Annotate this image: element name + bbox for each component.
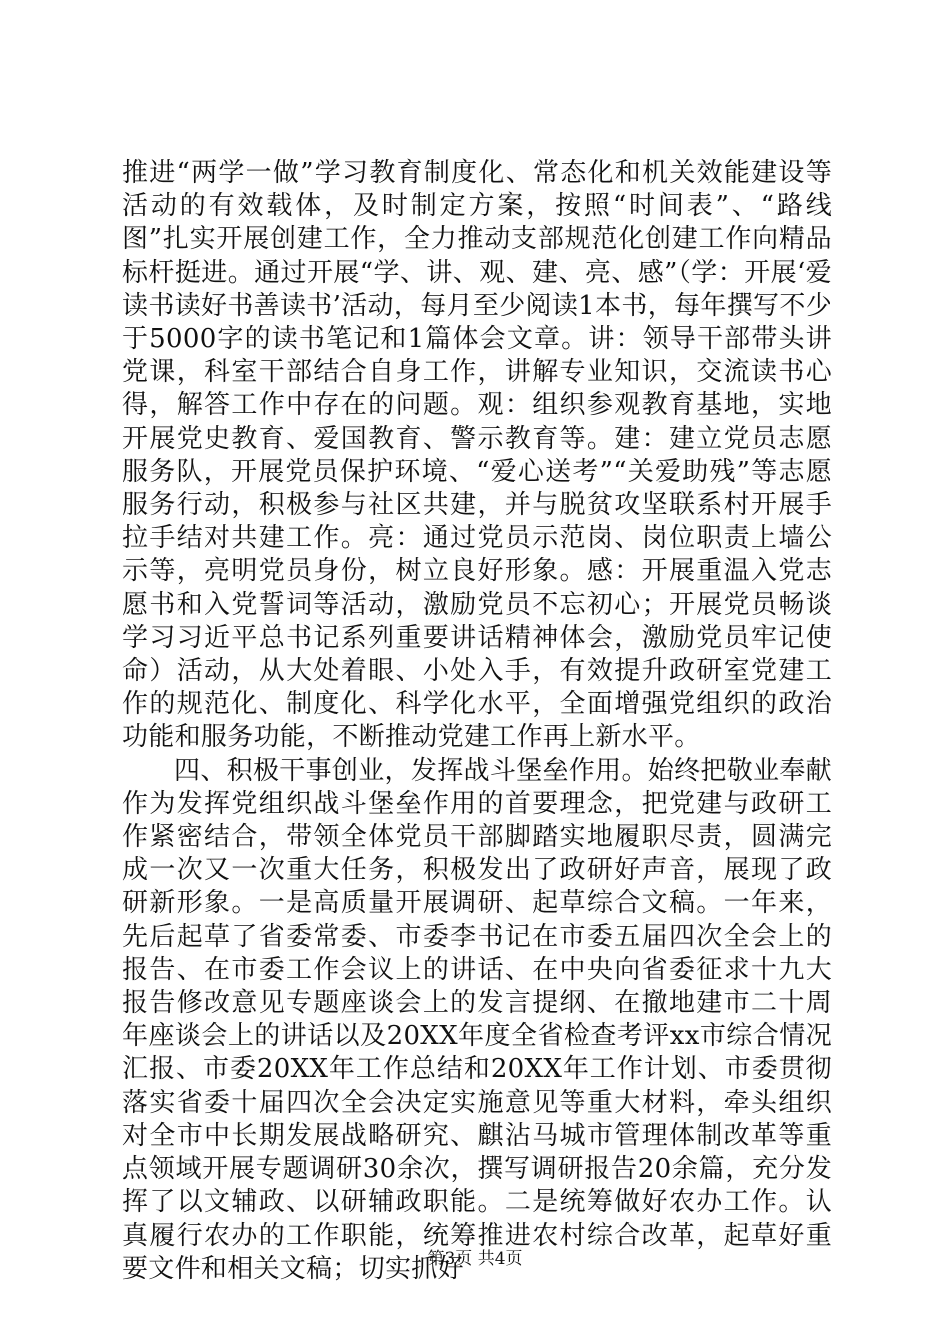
body-paragraph-1: 推进“两学一做”学习教育制度化、常态化和机关效能建设等活动的有效载体，及时制定方案，按照“时间表”、“路线图”扎实开展创建工作，全力推动支部规范化创建工作向精品标杆挺进。通过开展“学、讲、观、建、亮、感”（学：开展‘爱读书读好书善读书’活动，每月至少阅读1本书，每年撰写不少于5000字的读书笔记和1篇体会文章。讲：领导干部带头讲党课，科室干部结合自身工作，讲解专业知识，交流读书心得，解答工作中存在的问题。观：组织参观教育基地，实地开展党史教育、爱国教育、警示教育等。建：建立党员志愿服务队，开展党员保护环境、“爱心送考”“关爱助残”等志愿服务行动，积极参与社区共建，并与脱贫攻坚联系村开展手拉手结对共建工作。亮：通过党员示范岗、岗位职责上墙公示等，亮明党员身份，树立良好形象。感：开展重温入党志愿书和入党誓词等活动，激励党员不忘初心；开展党员畅谈学习习近平总书记系列重要讲话精神体会，激励党员牢记使命）活动，从大处着眼、小处入手，有效提升政研室党建工作的规范化、制度化、科学化水平，全面增强党组织的政治功能和服务功能，不断推动党建工作再上新水平。 xyxy=(122,158,832,753)
body-paragraph-2: 四、积极干事创业，发挥战斗堡垒作用。始终把敬业奉献作为发挥党组织战斗堡垒作用的首要理念，把党建与政研工作紧密结合，带领全体党员干部脚踏实地履职尽责，圆满完成一次又一次重大任务，积极发出了政研好声音，展现了政研新形象。一是高质量开展调研、起草综合文稿。一年来，先后起草了省委常委、市委李书记在市委五届四次全会上的报告、在市委工作会议上的讲话、在中央向省委征求十九大报告修改意见专题座谈会上的发言提纲、在撤地建市二十周年座谈会上的讲话以及20XX年度全省检查考评xx市综合情况汇报、市委20XX年工作总结和20XX年工作计划、市委贯彻落实省委十届四次全会决定实施意见等重大材料，牵头组织对全市中长期发展战略研究、麒沾马城市管理体制改革等重点领域开展专题调研30余次，撰写调研报告20余篇，充分发挥了以文辅政、以研辅政职能。二是统筹做好农办工作。认真履行农办的工作职能，统筹推进农村综合改革，起草好重要文件和相关文稿；切实抓好 xyxy=(122,755,832,1284)
document-body xyxy=(122,157,832,1286)
page-footer: 第3页 共4页 xyxy=(427,1249,523,1269)
